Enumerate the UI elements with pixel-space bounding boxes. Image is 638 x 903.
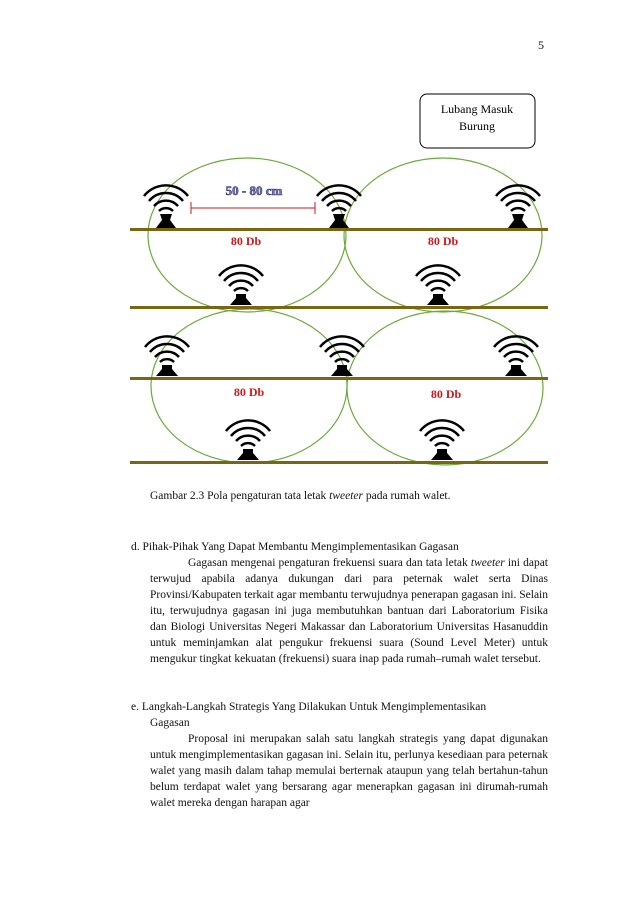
db-label: 80 Db [430,387,462,401]
tweeter-icon [320,336,364,376]
section-d-body [131,555,548,667]
beam-1 [130,228,548,231]
caption-italic: tweeter [329,490,364,502]
section-e [131,699,548,811]
figure-caption [150,490,451,502]
page-number: 5 [538,38,544,52]
entrance-label-line2: Burung [459,119,495,133]
tweeter-icon [144,185,188,228]
beam-2 [130,306,548,309]
tweeter-icon [494,336,538,376]
section-d-text-after: ini dapat terwujud apabila adanya dukungan dari para peternak walet serta Dinas Provinsi/Kabupaten terkait agar membantu terwujudnya penerapan gagasan ini. Selain itu, terwujudnya gagasan ini juga membutuhkan bantuan dari Laboratorium Fisika dan Biologi Universitas Negeri Makassar dan Laboratorium Universitas Hasanuddin untuk meminjamkan alat pengukur frekuensi suara (Sound Level Meter) untuk mengukur tingkat kekuatan (frekuensi) suara inap pada rumah–rumah walet tersebut. [150,557,548,665]
tweeter-icon [420,420,464,460]
section-e-body [131,731,548,811]
beam-3 [130,377,548,380]
db-label: 80 Db [233,385,265,399]
section-d [131,539,548,667]
db-label: 80 Db [427,234,459,248]
tweeter-icon [226,420,270,460]
section-e-text: Proposal ini merupakan salah satu langkah strategis yang dapat digunakan untuk mengimplementasikan gagasan ini. Selain itu, perlunya kesediaan para peternak walet yang masih dalam tahap memulai berternak ataupun yang telah bertahun-tahun belum terdapat walet yang bersarang agar menerapkan gagasan ini dirumah-rumah walet mereka dengan harapan agar [150,733,548,809]
db-label: 80 Db [230,234,262,248]
caption-prefix: Gambar 2.3 Pola pengaturan tata letak [150,490,330,502]
tweeter-icon [219,265,263,305]
tweeter-icon [416,265,460,305]
section-e-heading-cont: Gagasan [150,717,190,729]
caption-suffix: pada rumah walet. [363,490,451,502]
section-e-heading: e. Langkah-Langkah Strategis Yang Dilakukan Untuk Mengimplementasikan [131,701,487,713]
tweeter-icon [145,336,189,376]
section-d-italic: tweeter [470,557,505,569]
tweeter-icon [496,185,540,228]
distance-label: 50 - 80 cm [225,183,283,198]
entrance-label-line1: Lubang Masuk [440,102,514,116]
section-d-text-before: Gagasan mengenai pengaturan frekuensi suara dan tata letak [188,557,471,569]
beam-4 [130,461,548,464]
section-d-heading: d. Pihak-Pihak Yang Dapat Membantu Mengimplementasikan Gagasan [131,541,459,553]
